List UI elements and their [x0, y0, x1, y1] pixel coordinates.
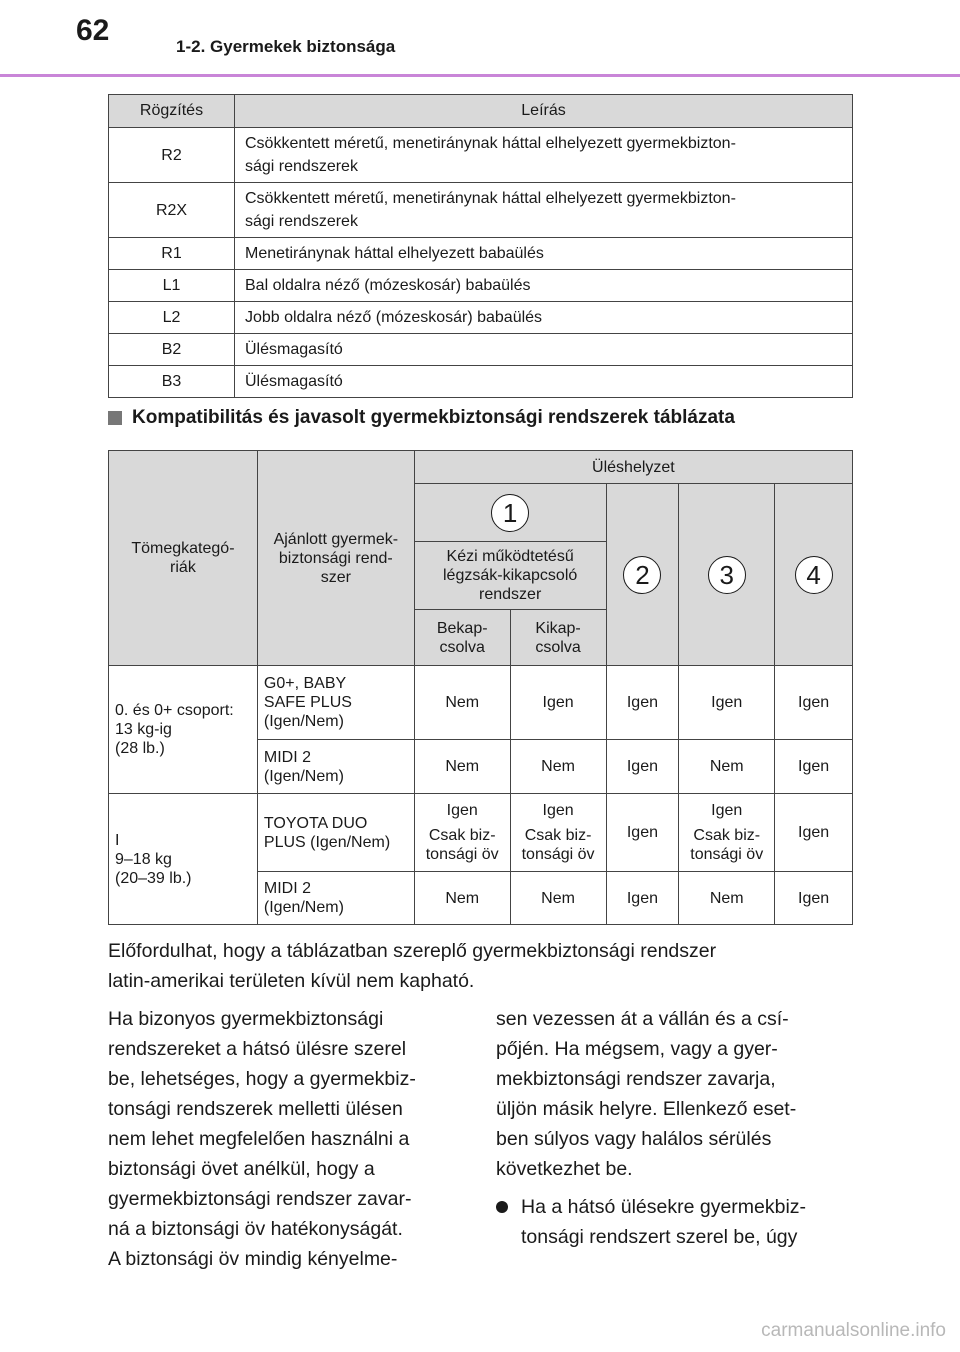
table-row	[109, 270, 853, 302]
seat-1-cell	[414, 484, 606, 542]
value-cell: Igen Csak biz- tonsági öv	[679, 794, 775, 872]
fixing-code: R2	[109, 128, 235, 183]
value-cell: Igen	[775, 740, 853, 794]
fixings-header-description: Leírás	[235, 95, 853, 128]
value-cell: Nem	[679, 872, 775, 925]
airbag-switch-header: Kézi működtetésű légzsák-kikapcsoló rendszer	[414, 542, 606, 610]
table-row	[109, 794, 853, 872]
compatibility-table	[108, 450, 853, 925]
fixings-header-code: Rögzítés	[109, 95, 235, 128]
table-row	[109, 366, 853, 398]
fixing-code: L2	[109, 302, 235, 334]
seat-model-cell: MIDI 2 (Igen/Nem)	[257, 740, 414, 794]
seat-4-cell	[775, 484, 853, 666]
table-row	[109, 183, 853, 238]
section-title: 1-2. Gyermekek biztonsága	[176, 37, 396, 56]
compatibility-heading	[108, 407, 735, 429]
value-cell: Igen	[510, 666, 606, 740]
square-bullet-icon	[108, 411, 122, 425]
fixing-description: Jobb oldalra néző (mózeskosár) babaülés	[235, 302, 853, 334]
table-row	[109, 128, 853, 183]
value-cell: Igen	[606, 740, 679, 794]
value-cell: Igen	[775, 666, 853, 740]
seat-2-cell	[606, 484, 679, 666]
page-number: 62	[76, 14, 110, 47]
fixing-code: B2	[109, 334, 235, 366]
bullet-item: Ha a hátsó ülésekre gyermekbiz- tonsági rendszert szerel be, úgy	[496, 1192, 856, 1252]
header-rule	[0, 74, 960, 77]
seat-3-cell	[679, 484, 775, 666]
value-cell: Nem	[510, 872, 606, 925]
compatibility-heading-text: Kompatibilitás és javasolt gyermekbiztonsági rendszerek táblázata	[132, 407, 735, 428]
fixing-description: Menetiránynak háttal elhelyezett babaülés	[235, 238, 853, 270]
table-row	[109, 238, 853, 270]
mass-category-cell: I 9–18 kg (20–39 lb.)	[109, 794, 258, 925]
seat-number-2-icon: 2	[623, 556, 661, 594]
value-cell: Igen	[775, 872, 853, 925]
seat-position-header: Üléshelyzet	[414, 451, 852, 484]
value-cell: Nem	[414, 666, 510, 740]
mass-category-header: Tömegkategó- riák	[109, 451, 258, 666]
watermark: carmanualsonline.info	[761, 1320, 946, 1341]
table-row	[109, 302, 853, 334]
availability-note: Előfordulhat, hogy a táblázatban szereplő gyermekbiztonsági rendszer latin-amerikai területen kívül nem kapható.	[108, 940, 717, 992]
seat-number-1-icon: 1	[491, 494, 529, 532]
fixing-code: B3	[109, 366, 235, 398]
value-cell: Nem	[510, 740, 606, 794]
value-cell: Igen	[775, 794, 853, 872]
fixing-code: L1	[109, 270, 235, 302]
fixings-table	[108, 94, 853, 398]
bullet-dot-icon	[496, 1201, 508, 1213]
mass-category-cell: 0. és 0+ csoport: 13 kg-ig (28 lb.)	[109, 666, 258, 794]
value-cell: Igen Csak biz- tonsági öv	[510, 794, 606, 872]
seat-number-4-icon: 4	[795, 556, 833, 594]
seat-model-cell: MIDI 2 (Igen/Nem)	[257, 872, 414, 925]
seat-model-cell: G0+, BABY SAFE PLUS (Igen/Nem)	[257, 666, 414, 740]
table-row	[109, 666, 853, 740]
fixing-code: R2X	[109, 183, 235, 238]
fixing-description: Ülésmagasító	[235, 366, 853, 398]
switch-off-header: Kikap- csolva	[510, 610, 606, 666]
value-cell: Igen Csak biz- tonsági öv	[414, 794, 510, 872]
fixing-code: R1	[109, 238, 235, 270]
seat-number-3-icon: 3	[708, 556, 746, 594]
recommended-seat-header: Ajánlott gyermek- biztonsági rend- szer	[257, 451, 414, 666]
body-text-left: Ha bizonyos gyermekbiztonsági rendszereket a hátsó ülésre szerel be, lehetséges, hogy a gyermekbiz- tonsági rendszerek melletti ülésen nem lehet megfelelően használni a biztonsági övet anélkül, hogy a gyermekbiztonsági rendszer zavar- ná a biztonsági öv hatékonyságát. A biztonsági öv mindig kényelme-	[108, 1008, 416, 1270]
value-cell: Nem	[414, 740, 510, 794]
fixing-description: Csökkentett méretű, menetiránynak háttal elhelyezett gyermekbizton- sági rendszerek	[235, 128, 853, 183]
seat-model-cell: TOYOTA DUO PLUS (Igen/Nem)	[257, 794, 414, 872]
table-row	[109, 334, 853, 366]
value-cell: Igen	[606, 872, 679, 925]
value-cell: Igen	[679, 666, 775, 740]
fixing-description: Ülésmagasító	[235, 334, 853, 366]
value-cell: Igen	[606, 666, 679, 740]
value-cell: Igen	[606, 794, 679, 872]
value-cell: Nem	[414, 872, 510, 925]
body-text-right: sen vezessen át a vállán és a csí- pőjén. Ha mégsem, vagy a gyer- mekbiztonsági rendszer zavarja, üljön másik helyre. Ellenkező eset- ben súlyos vagy halálos sérülés következhet be. Ha a hátsó ülésekre gyermekbiz- tonsági rendszert szerel be, úgy	[496, 1004, 856, 1252]
value-cell: Nem	[679, 740, 775, 794]
fixing-description: Bal oldalra néző (mózeskosár) babaülés	[235, 270, 853, 302]
fixing-description: Csökkentett méretű, menetiránynak háttal elhelyezett gyermekbizton- sági rendszerek	[235, 183, 853, 238]
switch-on-header: Bekap- csolva	[414, 610, 510, 666]
